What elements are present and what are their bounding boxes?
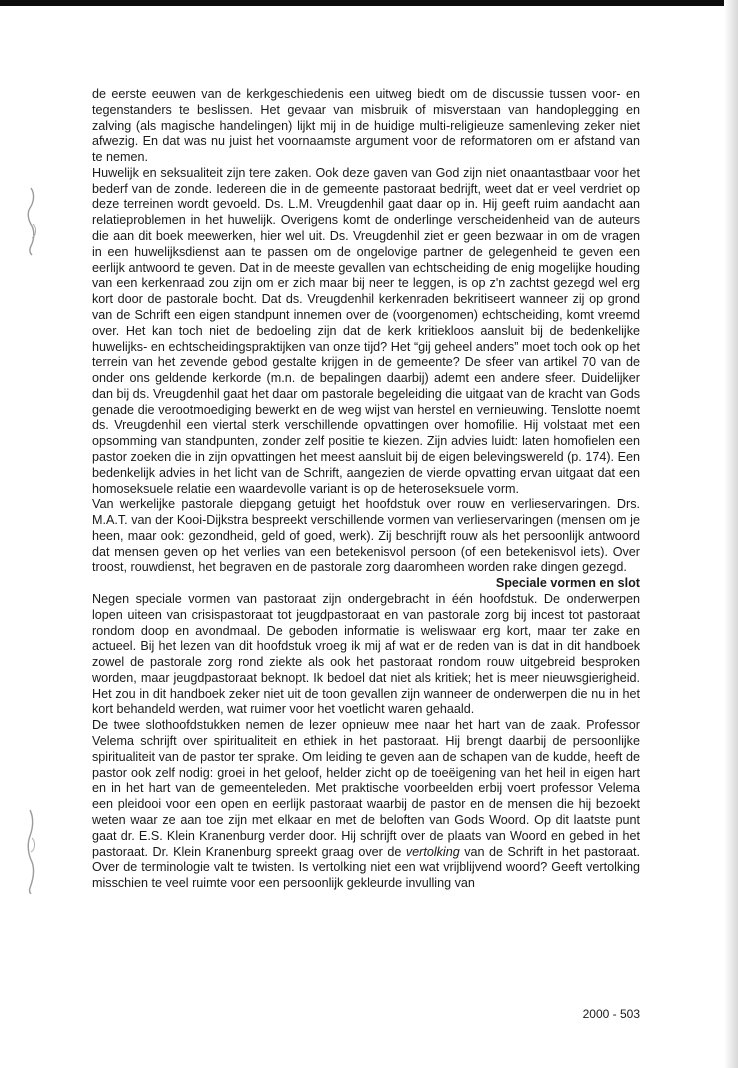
paragraph-laying-on-of-hands: de eerste eeuwen van de kerkgeschiedenis een uitweg biedt om de discussie tussen voor- en tegenstanders te beslissen. Het gevaar van misbruik of misverstaan van handoplegging en zalving (als magische handelingen) lijkt mij in de huidige multi-religieuze samenleving zeker niet afwezig. En dat was nu juist het voornaamste argument voor de reformatoren om er afstand van te nemen. bbox=[92, 87, 640, 165]
scan-right-edge-shadow bbox=[724, 0, 738, 1068]
paragraph-closing-chapters bbox=[92, 718, 640, 892]
scan-top-border bbox=[0, 0, 738, 6]
section-heading: Speciale vormen en slot bbox=[495, 576, 640, 591]
article-body bbox=[92, 87, 640, 892]
italic-term-vertolking: vertolking bbox=[405, 844, 460, 859]
paragraph-special-forms: Negen speciale vormen van pastoraat zijn ondergebracht in één hoofdstuk. De onderwerpen lopen uiteen van crisispastoraat tot jeugdpastoraat en van pastorale zorg bij incest tot pastoraat rondom doop en avondmaal. De geboden informatie is weliswaar erg kort, maar ter zake en actueel. Bij het lezen van dit hoofdstuk vroeg ik mij af wat er de reden van is dat in dit handboek zowel de pastorale zorg rond ziekte als ook het pastoraat rondom rouw uitgebreid besproken worden, maar jeugdpastoraat beknopt. Ik bedoel dat niet als kritiek; het is meer nieuwsgierigheid. Het zou in dit handboek zeker niet uit de toon gevallen zijn wanneer de onderwerpen die nu in het kort behandeld werden, wat ruimer voor het voetlicht waren gehaald. bbox=[92, 592, 640, 717]
paragraph-marriage-sexuality: Huwelijk en seksualiteit zijn tere zaken. Ook deze gaven van God zijn niet onaantastbaar voor het bederf van de zonde. Iedereen die in de gemeente pastoraat bedrijft, weet dat er veel verdriet op deze terreinen wordt gevoeld. Ds. L.M. Vreugdenhil gaat daar op in. Hij geeft ruim aandacht aan relatieproblemen in het huwelijk. Overigens komt de onderlinge verscheidenheid van de auteurs die aan dit boek meewerken, hier wel uit. Ds. Vreugdenhil ziet er geen bezwaar in om de vragen in een huwelijksdienst aan te passen om de ongelovige partner de gelegenheid te geven een eerlijk antwoord te geven. Dat in de meeste gevallen van echtscheiding de enig mogelijke houding van een kerkenraad zou zijn om er zich maar bij neer te leggen, is op z'n zachtst gezegd wel erg kort door de pastorale bocht. Dat ds. Vreugdenhil kerkenraden bekritiseert wanneer zij op grond van de Schrift een eigen standpunt innemen over de (voorgenomen) echtscheiding, komt vreemd over. Het kan toch niet de bedoeling zijn dat de kerk kritiekloos aansluit bij de bedenkelijke huwelijks- en echtscheidingspraktijken van onze tijd? Het “gij geheel anders” moet toch ook op het terrein van het zevende gebod gestalte krijgen in de gemeente? De sfeer van artikel 70 van de onder ons geldende kerkorde (m.n. de bepalingen daarbij) ademt een andere sfeer. Duidelijker dan bij ds. Vreugdenhil gaat het daar om pastorale begeleiding die uitgaat van de kracht van Gods genade die verootmoediging bewerkt en de weg wijst van herstel en vernieuwing. Tenslotte noemt ds. Vreugdenhil een viertal sterk verschillende opvattingen over homofilie. Hij volstaat met een opsomming van standpunten, zonder zelf positie te kiezen. Zijn advies luidt: laten homofielen een pastor zoeken die in zijn opvattingen het meest aansluit bij de eigen belevingswereld (p. 174). Een bedenkelijk advies in het licht van de Schrift, aangezien de vierde opvatting ervan uitgaat dat een homoseksuele relatie een waardevolle variant is op de heteroseksuele vorm. bbox=[92, 165, 640, 496]
paragraph-grief-loss: Van werkelijke pastorale diepgang getuigt het hoofdstuk over rouw en verlieservaringen. Drs. M.A.T. van der Kooi-Dijkstra bespreekt verschillende vormen van verlieservaringen (mensen om je heen, maar ook: gezondheid, geld of goed, werk). Zij beschrijft rouw als het persoonlijk antwoord dat mensen geven op het verlies van een betekenisvol persoon (of een betekenisvol iets). Over troost, rouwdienst, het begraven en de pastorale zorg daaromheen worden rake dingen gezegd. bbox=[92, 497, 640, 575]
binding-staple-mark-upper bbox=[22, 186, 40, 256]
closing-text-part-1: De twee slothoofdstukken nemen de lezer opnieuw mee naar het hart van de zaak. Professor Velema schrijft over spiritualiteit en ethiek in het pastoraat. Hij brengt daarbij de persoonlijke spiritualiteit van de pastor ter sprake. Om leiding te geven aan de schapen van de kudde, heeft de pastor ook zelf nodig: groei in het geloof, helder zicht op de toeëigening van het heil in eigen hart en in het hart van de gemeenteleden. Met praktische voorbeelden erbij voert professor Velema een pleidooi voor een open en eerlijk pastoraat waarbij de pastor en de mensen die hij bezoekt weten waar ze aan toe zijn met elkaar en met de beloften van Gods Woord. Op dit laatste punt gaat dr. E.S. Klein Kranenburg verder door. Hij schrijft over de plaats van Woord en gebed in het pastoraat. Dr. Klein Kranenburg spreekt graag over de bbox=[92, 718, 640, 859]
page-folio: 2000 - 503 bbox=[582, 1007, 640, 1021]
binding-staple-mark-lower bbox=[22, 808, 40, 894]
closing-text-part-2: van de Schrift in het pastoraat. Over de terminologie valt te twisten. Is vertolking niet een wat vrijblijvend woord? Geeft vertolking misschien te veel ruimte voor een persoonlijk gekleurde invulling van bbox=[92, 844, 640, 891]
